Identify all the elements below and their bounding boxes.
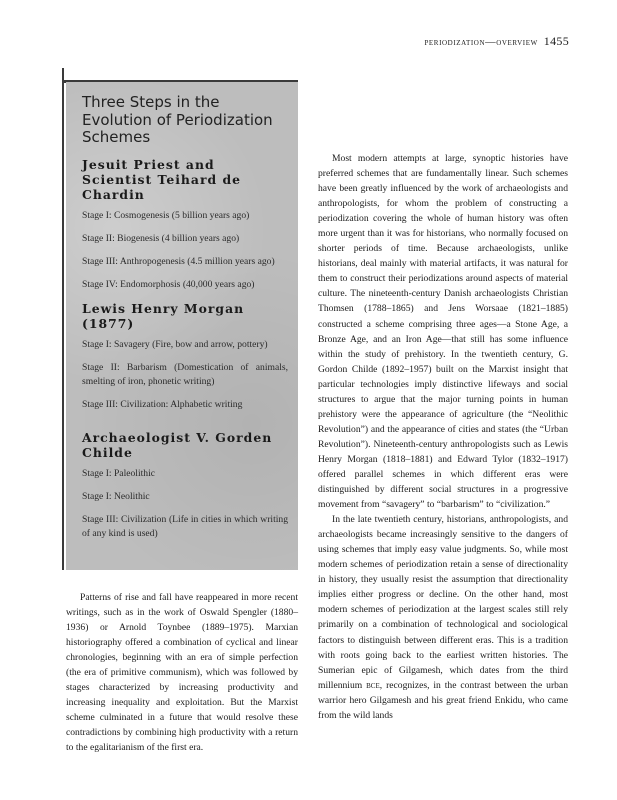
sidebar-group-morgan (82, 301, 288, 412)
right-column (318, 151, 568, 723)
body-paragraph: Patterns of rise and fall have reappeared in more recent writings, such as in the work of Oswald Spengler (1880–1936) or Arnold Toynbee (1889–1975). Marxian historiography offered a combination of cyclical and linear chronologies, beginning with an era of simple perfection (the era of primitive communism), which was followed by stages characterized by increasing productivity and increasing inequality and exploitation. But the Marxist scheme culminated in a future that would resolve these contradictions by combining high productivity with a return to the egalitarianism of the first era. (66, 592, 298, 754)
running-title: periodization—overview (424, 37, 538, 48)
sidebar-group-chardin (82, 157, 288, 292)
group-heading: Jesuit Priest and Scientist Teihard de Chardin (82, 156, 242, 202)
running-head (424, 34, 569, 49)
stage-item: Stage II: Biogenesis (4 billion years ago) (82, 232, 240, 244)
sidebar-left-rule (62, 68, 64, 570)
stage-item: Stage III: Civilization (Life in cities in which writing of any kind is used) (82, 513, 288, 539)
era-abbreviation: bce (366, 679, 380, 691)
paragraph-text: , recognizes, in the contrast between the urban warrior hero Gilgamesh and his great friend Enkidu, who came from the wild lands (318, 679, 568, 721)
left-column (66, 590, 298, 756)
sidebar-title: Three Steps in the Evolution of Periodization Schemes (82, 93, 273, 146)
stage-item: Stage I: Neolithic (82, 490, 150, 502)
stage-item: Stage III: Anthropogenesis (4.5 million years ago) (82, 255, 275, 267)
stage-item: Stage I: Cosmogenesis (5 billion years ago) (82, 209, 250, 221)
stage-item: Stage III: Civilization: Alphabetic writing (82, 398, 243, 410)
body-paragraph: Most modern attempts at large, synoptic histories have preferred schemes that are fundamentally linear. Such schemes have been greatly influenced by the work of archaeologists and anthropologists, for whom the problem of constructing a periodization covering the whole of human history was often more urgent than it was for historians, who normally focused on shorter periods of time. Because archaeologists, unlike historians, deal mainly with material artifacts, it was natural for them to construct their periodizations around aspects of material culture. The nineteenth-century Danish archaeologists Christian Thomsen (1788–1865) and Jens Worsaae (1821–1885) constructed a scheme comprising three ages—a Stone Age, a Bronze Age, and an Iron Age—that still has some influence within the study of prehistory. In the twentieth century, G. Gordon Childe (1892–1957) built on the Marxist insight that particular technologies imply distinctive lifeways and social structures to argue that the major turning points in human prehistory were the appearance of agriculture (the “Neolithic Revolution”) and the appearance of cities and states (the “Urban Revolution”). Nineteenth-century anthropologists such as Lewis Henry Morgan (1818–1881) and Edward Tylor (1832–1917) offered parallel schemes in which different eras were distinguished by different social structures in a progressive movement from “savagery” to “barbarism” to “civilization.” (318, 153, 568, 511)
sidebar-group-childe (82, 430, 288, 541)
body-paragraph (318, 512, 568, 723)
stage-item: Stage I: Paleolithic (82, 467, 156, 479)
group-heading: Lewis Henry Morgan (1877) (82, 300, 245, 331)
stage-item: Stage II: Barbarism (Domestication of animals, smelting of iron, phonetic writing) (82, 361, 288, 387)
sidebar-box (66, 82, 298, 570)
page-number: 1455 (543, 34, 569, 48)
paragraph-text: In the late twentieth century, historians, anthropologists, and archaeologists became increasingly sensitive to the dangers of using schemes that imply easy value judgments. So, while most modern schemes of periodization retain a sense of directionality in history, they usually resist the assumption that directionality implies either progress or decline. On the other hand, most modern schemes of periodization at the largest scales still rely primarily on a combination of technological and sociological factors to distinguish between different eras. This is a tradition with roots going back to the earliest written histories. The Sumerian epic of Gilgamesh, which dates from the third millennium (318, 514, 568, 691)
group-heading: Archaeologist V. Gorden Childe (82, 429, 273, 460)
stage-item: Stage I: Savagery (Fire, bow and arrow, pottery) (82, 338, 268, 350)
stage-item: Stage IV: Endomorphosis (40,000 years ago) (82, 278, 255, 290)
